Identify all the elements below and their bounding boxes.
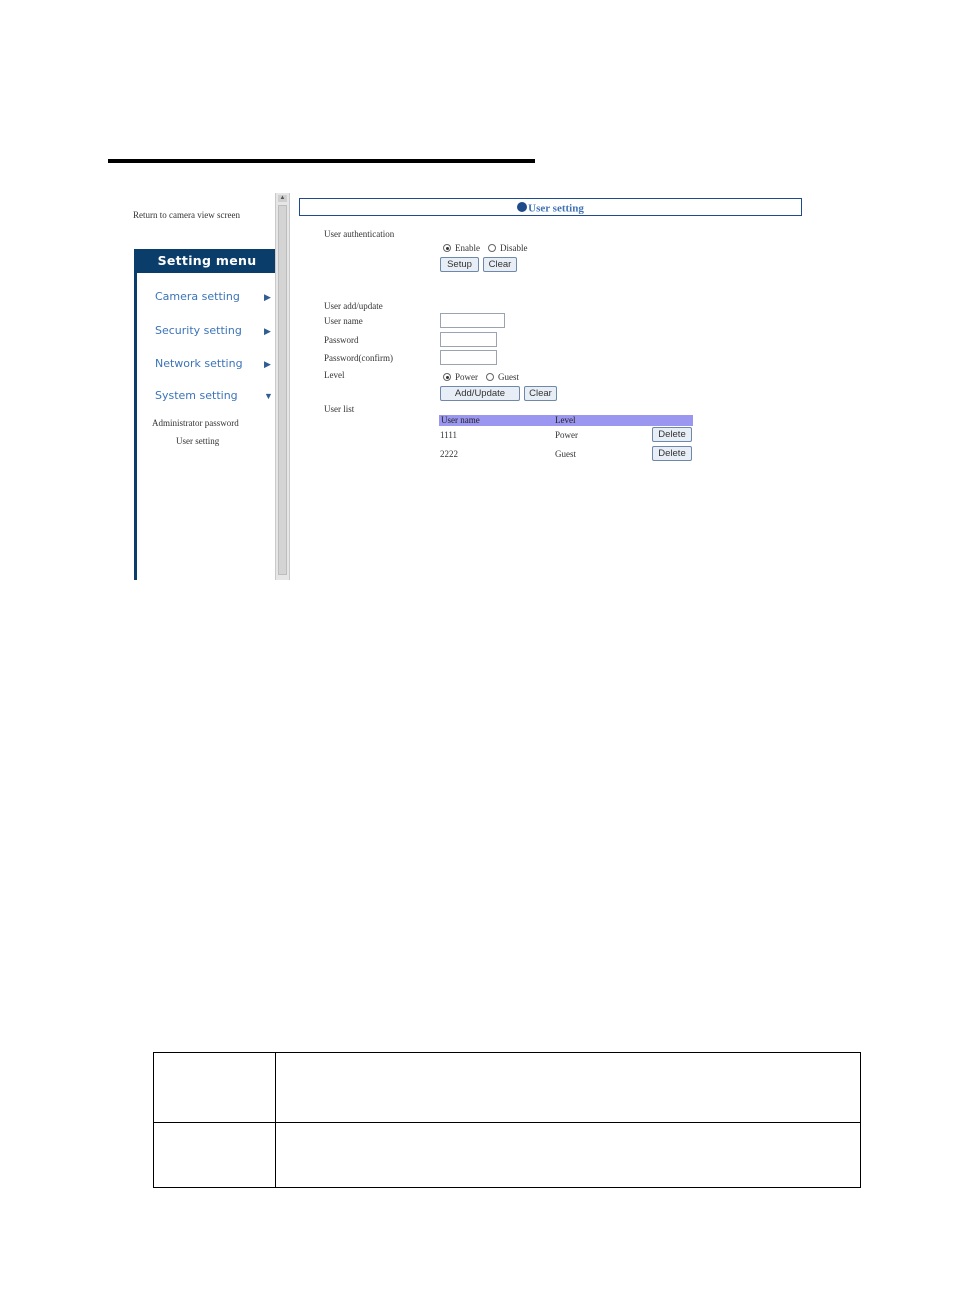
page-title-bar bbox=[299, 198, 802, 216]
user-list-col-username: User name bbox=[441, 415, 480, 425]
menu-item-security-setting[interactable]: Security setting bbox=[155, 324, 242, 337]
table-cell-term bbox=[154, 1053, 276, 1123]
table-cell-description bbox=[276, 1053, 861, 1123]
arrow-right-icon: ▶ bbox=[264, 326, 271, 336]
level-guest-label: Guest bbox=[498, 372, 519, 382]
scroll-thumb[interactable] bbox=[278, 205, 287, 575]
description-table bbox=[153, 1052, 861, 1188]
user-list-level: Guest bbox=[555, 449, 576, 459]
level-power-radio[interactable] bbox=[443, 373, 451, 381]
auth-disable-label: Disable bbox=[500, 243, 528, 253]
user-authentication-label: User authentication bbox=[324, 229, 395, 239]
arrow-down-icon: ▼ bbox=[264, 391, 273, 401]
sub-item-user-setting[interactable]: User setting bbox=[176, 436, 220, 446]
password-input[interactable] bbox=[440, 332, 497, 347]
add-update-button[interactable]: Add/Update bbox=[440, 386, 520, 401]
table-cell-term bbox=[154, 1123, 276, 1188]
setup-button[interactable]: Setup bbox=[440, 257, 479, 272]
arrow-right-icon: ▶ bbox=[264, 292, 271, 302]
user-name-label: User name bbox=[324, 316, 363, 326]
scroll-up-icon[interactable]: ▲ bbox=[279, 195, 286, 201]
sub-item-administrator-password[interactable]: Administrator password bbox=[152, 418, 239, 428]
table-row bbox=[154, 1123, 861, 1188]
user-list-col-level: Level bbox=[555, 415, 576, 425]
user-list-name: 2222 bbox=[440, 449, 458, 459]
password-confirm-label: Password(confirm) bbox=[324, 353, 393, 363]
menu-item-network-setting[interactable]: Network setting bbox=[155, 357, 243, 370]
settings-screenshot bbox=[108, 193, 844, 580]
delete-user-button[interactable]: Delete bbox=[652, 446, 692, 461]
auth-disable-radio[interactable] bbox=[488, 244, 496, 252]
table-cell-description bbox=[276, 1123, 861, 1188]
password-confirm-input[interactable] bbox=[440, 350, 497, 365]
add-clear-button[interactable]: Clear bbox=[524, 386, 557, 401]
auth-clear-button[interactable]: Clear bbox=[483, 257, 517, 272]
arrow-right-icon: ▶ bbox=[264, 359, 271, 369]
password-label: Password bbox=[324, 335, 359, 345]
auth-enable-radio[interactable] bbox=[443, 244, 451, 252]
menu-item-camera-setting[interactable]: Camera setting bbox=[155, 290, 240, 303]
table-row bbox=[154, 1053, 861, 1123]
heading-underline bbox=[108, 159, 535, 163]
level-radio-group bbox=[443, 372, 527, 382]
level-guest-radio[interactable] bbox=[486, 373, 494, 381]
user-list-name: 1111 bbox=[440, 430, 457, 440]
page-title: User setting bbox=[528, 202, 584, 215]
left-frame-scrollbar[interactable] bbox=[275, 193, 290, 580]
level-power-label: Power bbox=[455, 372, 478, 382]
return-to-camera-view-link[interactable]: Return to camera view screen bbox=[133, 210, 240, 220]
user-list-header bbox=[439, 415, 693, 426]
setting-menu bbox=[134, 249, 277, 580]
delete-user-button[interactable]: Delete bbox=[652, 427, 692, 442]
auth-radio-group bbox=[443, 243, 536, 253]
level-label: Level bbox=[324, 370, 345, 380]
user-list-label: User list bbox=[324, 404, 355, 414]
auth-enable-label: Enable bbox=[455, 243, 480, 253]
user-name-input[interactable] bbox=[440, 313, 505, 328]
setting-menu-title: Setting menu bbox=[137, 249, 277, 273]
user-list-level: Power bbox=[555, 430, 578, 440]
globe-icon bbox=[517, 202, 527, 212]
menu-item-system-setting[interactable]: System setting bbox=[155, 389, 238, 402]
user-add-update-label: User add/update bbox=[324, 301, 383, 311]
